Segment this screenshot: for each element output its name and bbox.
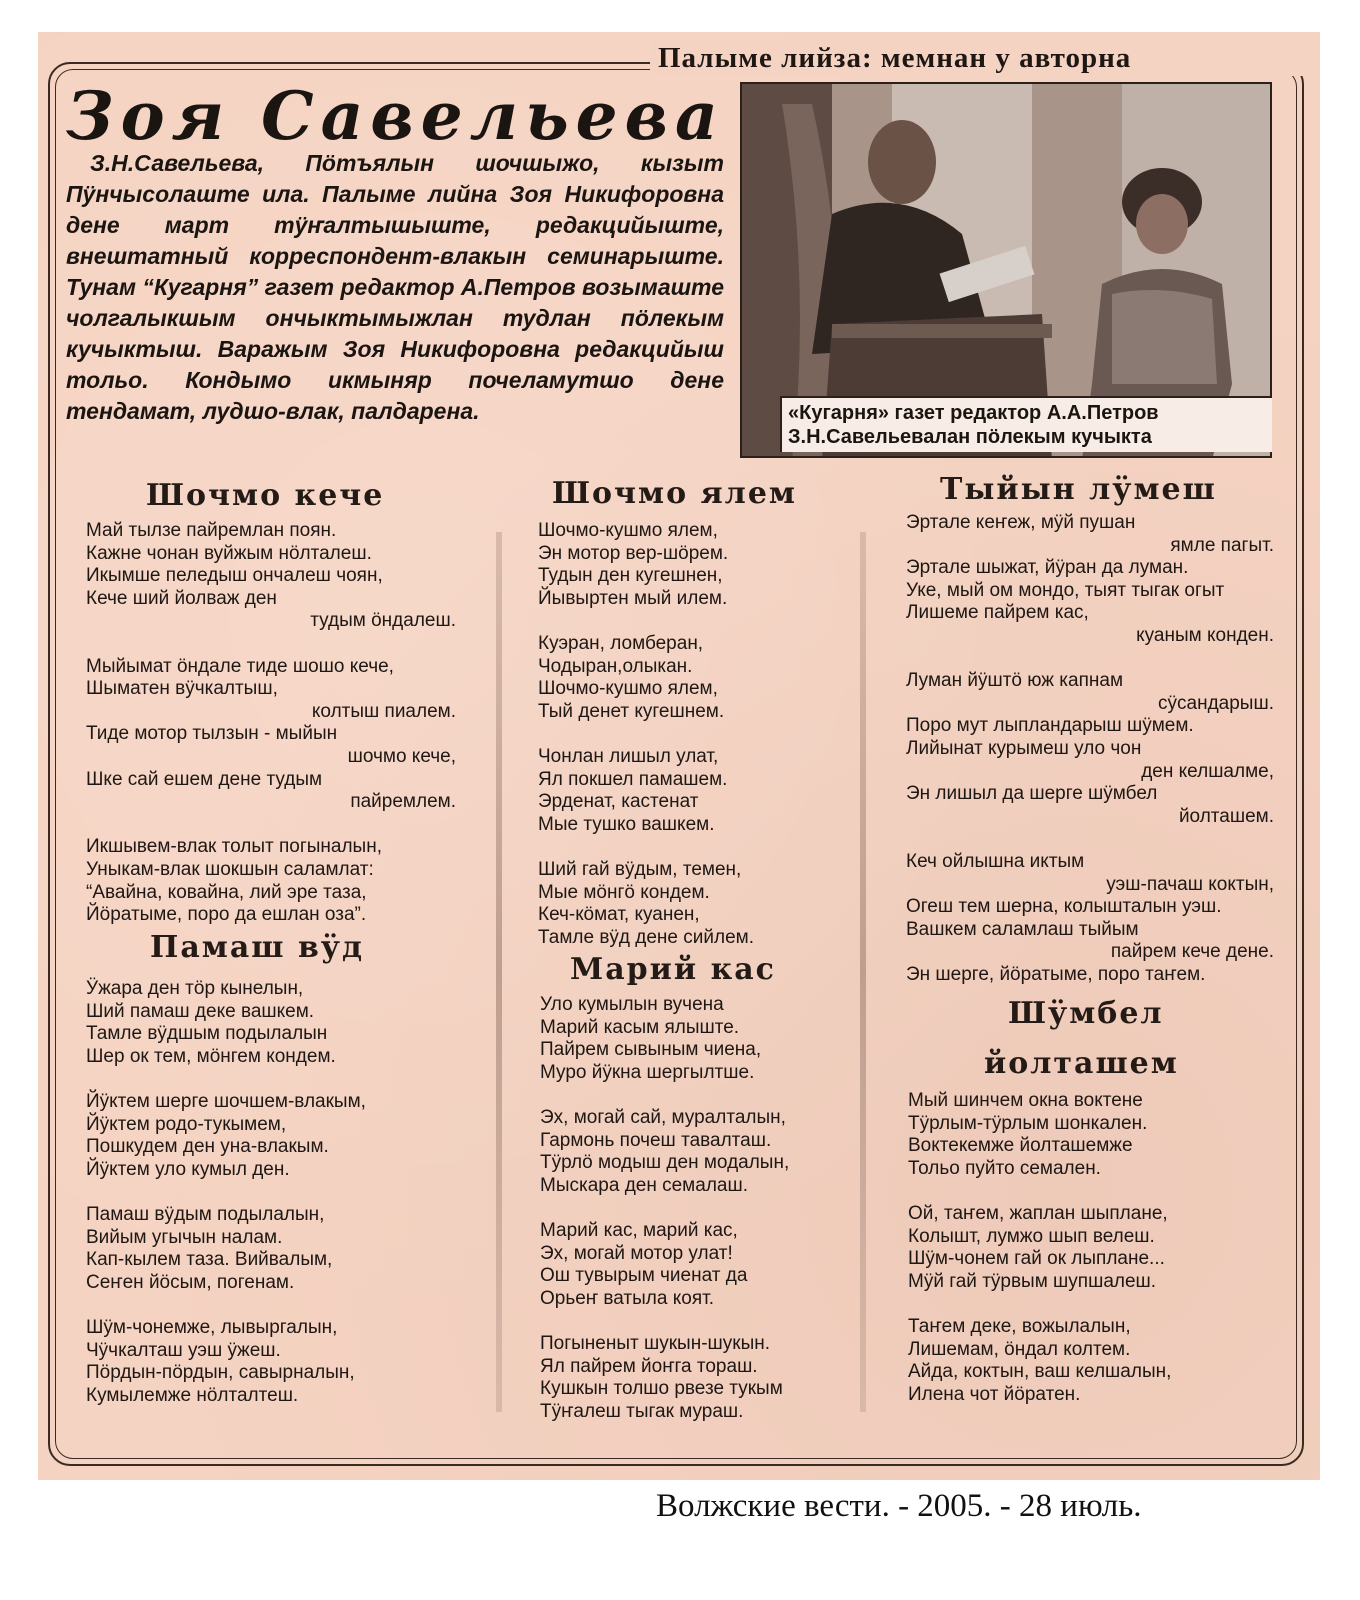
poem-line: “Авайна, ковайна, лий эре таза, — [86, 881, 367, 903]
article-title: Зоя Савельева — [66, 77, 725, 155]
poem-line: Пайрем сывыным чиена, — [540, 1039, 762, 1061]
stanza-break — [538, 610, 928, 633]
poem-line: Воктекемже йолташемже — [908, 1135, 1133, 1157]
poem-line: Тамле вӱдшым подылалын — [86, 1023, 328, 1045]
poem-line: Гармонь почеш тавалташ. — [540, 1129, 772, 1151]
poem-line: Мыскара ден семалаш. — [540, 1174, 748, 1196]
poem-line: Тудын ден кугешнен, — [538, 565, 723, 587]
poem-line: Ял покшел памашем. — [538, 768, 728, 790]
poem-line: Огеш тем шерна, колышталын уэш. — [906, 896, 1222, 918]
poem-line: Пӧрдын-пӧрдын, савырналын, — [86, 1362, 355, 1384]
poem-line: Эртале кеҥеж, мӱй пушан — [906, 512, 1136, 533]
poem-line: Тольо пуйто семален. — [908, 1157, 1101, 1179]
poem-line: Кушкын толшо рвезе тукым — [540, 1378, 783, 1400]
poem-line: Кеч-кӧмат, куанен, — [538, 904, 700, 926]
poem-line: Сеҥен йӧсым, погенам. — [86, 1271, 295, 1293]
stanza-break — [908, 1180, 1298, 1203]
poem-line: Эрденат, кастенат — [538, 791, 699, 813]
poem-lines — [538, 520, 928, 949]
poem-line: Вийым угычын налам. — [86, 1226, 283, 1248]
poem-title: Тыйын лӱмеш — [940, 472, 1217, 507]
poem-line: Пошкудем ден уна-влакым. — [86, 1136, 329, 1158]
poem-line: Ял пайрем йоҥга тораш. — [540, 1355, 758, 1377]
poem-line: Кумылемже нӧлталтеш. — [86, 1384, 299, 1406]
column-divider — [496, 532, 502, 1412]
poem-line: Тиде мотор тылзын - мыйын — [86, 723, 338, 745]
poem-line: Ӱжара ден тӧр кынелын, — [86, 978, 304, 999]
article-intro — [66, 148, 724, 427]
poem-line: Тый денет кугешнем. — [538, 700, 725, 722]
poem-line: Мыйымат ӧндале тиде шошо кече, — [86, 655, 394, 677]
poem-line: Ош тувырым чиенат да — [540, 1265, 748, 1287]
poem-line: Йӱктем шерге шочшем-влакым, — [86, 1090, 366, 1112]
poem-title: Шочмо ялем — [552, 476, 797, 511]
poem-line: Таҥем деке, вожылалын, — [908, 1315, 1131, 1337]
poem-line: йолташем. — [1178, 805, 1274, 827]
source-citation: Волжские вести. - 2005. - 28 июль. — [656, 1488, 1142, 1524]
poem-line: Тамле вӱд дене сийлем. — [538, 926, 754, 948]
poem-line: Кажне чонан вуйжым нӧлталеш. — [86, 542, 372, 564]
poem-title-line-2: йолташем — [984, 1046, 1179, 1081]
poem-line: уэш-пачаш коктын, — [1106, 873, 1274, 895]
stanza-break — [538, 836, 928, 859]
poem-line: Мӱй гай тӱрвым шупшалеш. — [908, 1270, 1157, 1292]
intro-paragraph: З.Н.Савельева, Пӧтъялын шочшыжо, кызыт Пӱнчысолаште ила. Палыме лийна Зоя Никифоровна дене март тӱҥалтышыште, редакцийыште, внештатный корреспондент-влакын семинарыште. Тунам “Кугарня” газет редактор А.Петров возымаште чолгалыкшым ончыктымыжлан тудлан пӧлекым кучыктыш. Варажым Зоя Никифоровна редакцийыш тольо. Кондымо икмыняр почеламутшо дене тендамат, лудшо-влак, палдарена. — [66, 150, 724, 424]
poem-line: Муро йӱкна шергылтше. — [540, 1061, 755, 1083]
poem-lines — [86, 520, 456, 927]
stanza-break — [86, 633, 456, 656]
poem-line: Илена чот йӧратен. — [908, 1383, 1081, 1405]
poem-line: Эн шерге, йӧратыме, поро таҥем. — [906, 963, 1206, 985]
poem-lines — [908, 1090, 1298, 1406]
stanza-break — [906, 828, 1274, 851]
poem-line: Уныкам-влак шокшын саламлат: — [86, 858, 374, 880]
poem-line: Поро мут лыпландарыш шӱмем. — [906, 715, 1194, 737]
stanza-break — [86, 1181, 476, 1204]
poem-line: Кап-кылем таза. Вийвалым, — [86, 1249, 333, 1271]
poem-line: Чонлан лишыл улат, — [538, 745, 719, 767]
poem-line: Памаш вӱдым подылалын, — [86, 1203, 325, 1225]
poem-shochmo-yalem — [538, 474, 928, 949]
poem-line: Погыненыт шукын-шукын. — [540, 1332, 771, 1354]
stanza-break — [906, 648, 1274, 671]
poem-line: ямле пагыт. — [1170, 534, 1274, 556]
poem-line: Шочмо-кушмо ялем, — [538, 678, 718, 700]
photo-caption — [780, 396, 1272, 452]
poem-line: пайрем кече дене. — [1110, 941, 1274, 963]
poem-line: Шер ок тем, мӧнгем кондем. — [86, 1045, 336, 1067]
poem-line: Кече ший йолваж ден — [86, 587, 277, 609]
poem-title: Шочмо кече — [146, 478, 385, 513]
poem-line: Луман йӱштӧ юж капнам — [906, 670, 1124, 692]
poem-title: Марий кас — [570, 952, 776, 987]
stanza-break — [908, 1293, 1298, 1316]
poem-line: Май тылзе пайремлан поян. — [86, 520, 337, 541]
poem-line: Йӱктем родо-тукымем, — [86, 1113, 287, 1135]
poem-line: Ший гай вӱдым, темен, — [538, 858, 742, 880]
poem-line: Йӱктем уло кумыл ден. — [86, 1158, 290, 1180]
poem-line: Эн лишыл да шерге шӱмбел — [906, 783, 1158, 805]
poem-line: Ший памаш деке вашкем. — [86, 1000, 315, 1022]
poem-lines — [540, 994, 930, 1423]
poem-line: Эртале шыжат, йӱран да луман. — [906, 557, 1189, 579]
poem-line: Айда, коктын, ваш келшалын, — [908, 1361, 1172, 1383]
poem-line: Кеч ойлышна иктым — [906, 850, 1085, 872]
poem-line: Йӧратыме, поро да ешлан оза”. — [86, 904, 367, 926]
poem-line: Вашкем саламлаш тыйым — [906, 918, 1139, 940]
poem-line: Шӱм-чонемже, лывыргалын, — [86, 1316, 338, 1338]
poem-line: Тӱҥалеш тыгак мураш. — [540, 1400, 744, 1422]
poem-line: пайремлем. — [350, 791, 456, 813]
rubric-heading: Палыме лийза: мемнан у авторна — [650, 40, 1306, 76]
stanza-break — [86, 814, 456, 837]
poem-line: шочмо кече, — [347, 745, 456, 767]
poem-line: Эх, могай мотор улат! — [540, 1242, 733, 1264]
poem-line: Чӱчкалташ уэш ӱжеш. — [86, 1339, 281, 1361]
poem-shochmo-keche — [86, 476, 476, 927]
poem-lines — [86, 978, 476, 1407]
poem-line: Лишеме пайрем кас, — [906, 602, 1089, 624]
poem-line: Лийынат курымеш уло чон — [906, 737, 1142, 759]
poem-line: Лишемам, ӧндал колтем. — [908, 1338, 1131, 1360]
poem-line: Йывыртен мый илем. — [538, 587, 728, 609]
stanza-break — [540, 1084, 930, 1107]
poem-line: Эн мотор вер-шӧрем. — [538, 542, 729, 564]
poem-line: Мые тушко вашкем. — [538, 813, 715, 835]
stanza-break — [538, 723, 928, 746]
poem-pamash-vud — [86, 928, 476, 1407]
poem-line: Чодыран,олыкан. — [538, 655, 693, 677]
poem-lines — [906, 512, 1274, 986]
poem-title: Памаш вӱд — [150, 930, 364, 965]
poem-line: Тӱрлӧ модыш ден модалын, — [540, 1152, 790, 1174]
poem-line: сӱсандарыш. — [1158, 692, 1274, 714]
caption-line-2: З.Н.Савельевалан пӧлекым кучыкта — [788, 426, 1152, 448]
poem-line: Икымше пеледыш ончалеш чоян, — [86, 565, 383, 587]
poem-line: ден келшалме, — [1141, 760, 1274, 782]
poem-line: Тӱрлым-тӱрлым шонкален. — [908, 1112, 1148, 1134]
stanza-break — [86, 1068, 476, 1091]
poem-line: Шке сай ешем дене тудым — [86, 768, 323, 790]
poem-line: тудым ӧндалеш. — [310, 610, 456, 632]
poem-line: Шыматен вӱчкалтыш, — [86, 678, 278, 700]
stanza-break — [540, 1197, 930, 1220]
poem-line: Мые мӧнгӧ кондем. — [538, 881, 710, 903]
poem-line: Куэран, ломберан, — [538, 632, 704, 654]
poem-line: Икшывем-влак толыт погыналын, — [86, 836, 382, 858]
poem-line: Уло кумылын вучена — [540, 994, 724, 1015]
column-divider — [860, 532, 866, 1412]
poem-line: Уке, мый ом мондо, тыят тыгак огыт — [906, 579, 1225, 601]
caption-line-1: «Кугарня» газет редактор А.А.Петров — [788, 402, 1159, 424]
poem-line: Эх, могай сай, муралталын, — [540, 1106, 786, 1128]
stanza-break — [540, 1310, 930, 1333]
stanza-break — [86, 1294, 476, 1317]
poem-tyyyan-lumesh — [906, 470, 1274, 986]
poem-line: Шочмо-кушмо ялем, — [538, 520, 718, 541]
poem-line: колтыш пиалем. — [311, 700, 456, 722]
poem-line: Мый шинчем окна воктене — [908, 1090, 1143, 1111]
poem-shumbel-yoltashem — [908, 994, 1298, 1406]
poem-mariy-kas — [540, 950, 930, 1423]
poem-title: Шӱмбел — [1008, 996, 1164, 1031]
poem-line: Шӱм-чонем гай ок лыплане... — [908, 1248, 1165, 1270]
poem-line: Марий кас, марий кас, — [540, 1219, 738, 1241]
poem-line: Марий касым ялыште. — [540, 1016, 740, 1038]
poem-line: куаным конден. — [1136, 624, 1274, 646]
poem-line: Орьеҥ ватыла коят. — [540, 1287, 714, 1309]
poem-line: Колышт, лумжо шып велеш. — [908, 1225, 1155, 1247]
poem-line: Ой, таҥем, жаплан шыплане, — [908, 1202, 1168, 1224]
